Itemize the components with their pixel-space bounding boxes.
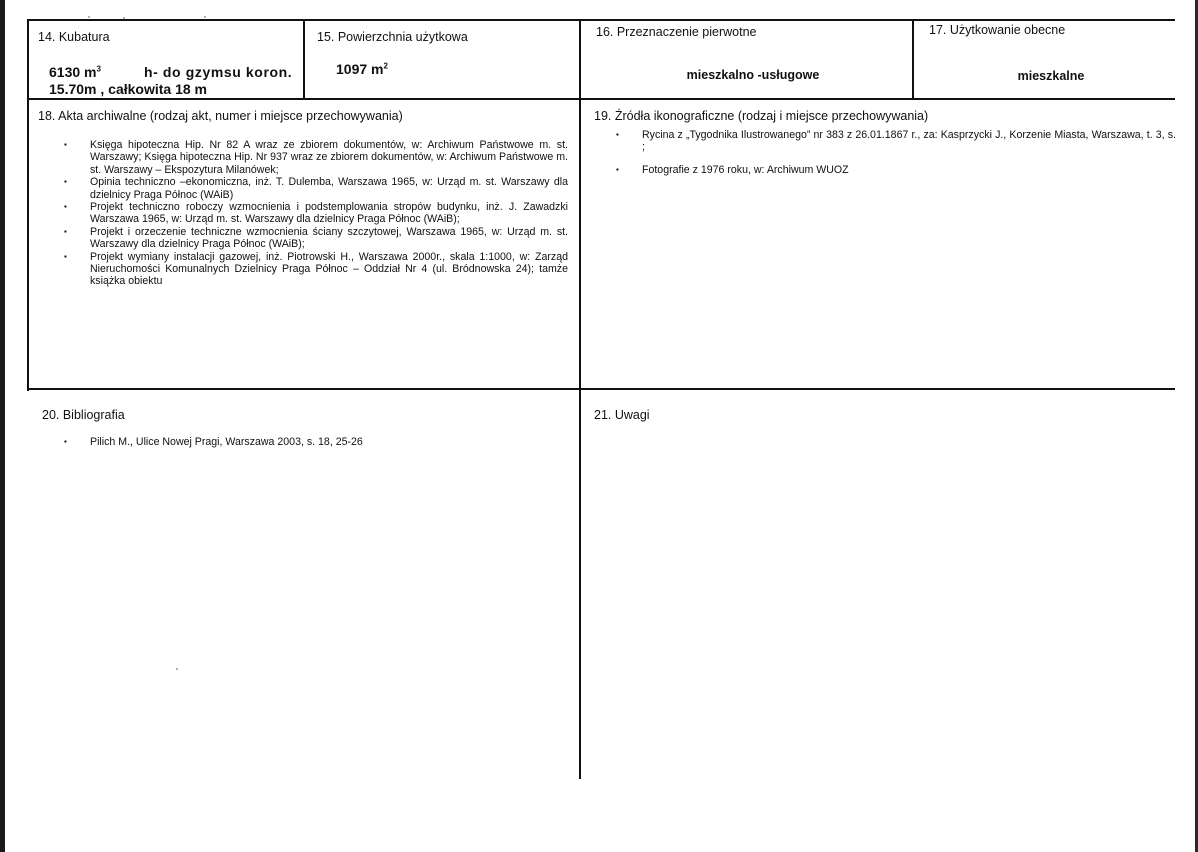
bullet-icon: ▪ [64, 226, 67, 236]
left-border [27, 19, 29, 391]
field-17-uzytkowanie [929, 23, 1173, 97]
field-16-value: mieszkalno -usługowe [686, 68, 820, 82]
field-14-value-line2: 15.70m , całkowita 18 m [49, 81, 207, 97]
field-20-bibliografia [42, 408, 572, 768]
field-16-przeznaczenie [596, 25, 910, 97]
field-15-powierzchnia [317, 30, 577, 98]
field-14-value-line1 [38, 64, 300, 81]
field-21-uwagi [594, 408, 1174, 768]
bullet-icon: ▪ [616, 164, 619, 174]
list-item: ▪ Projekt techniczno roboczy wzmocnienia i podstemplowania stropów budynku, inż. J. Zawadzki Warszawa 1965, w: Urząd m. st. Warszawy dla dzielnicy Praga Północ (WAiB); [64, 201, 568, 226]
field-19-label: 19. Źródła ikonograficzne (rodzaj i miejsce przechowywania) [594, 109, 929, 123]
col-divider-main [579, 19, 581, 779]
col-divider-14-15 [303, 19, 305, 100]
field-19-zrodla-ikonograficzne [594, 109, 1176, 384]
field-17-label: 17. Użytkowanie obecne [929, 23, 1066, 37]
field-14-label: 14. Kubatura [38, 30, 110, 44]
list-item: ▪ Księga hipoteczna Hip. Nr 82 A wraz ze zbiorem dokumentów, w: Archiwum Państwowe m. st. Warszawy; Księga hipoteczna Hip. Nr 937 wraz ze zbiorem dokumentów, w: Archiwum Państwowe m. st. Warszawy – Ekspozytura Milanówek; [64, 139, 568, 176]
list-item: ▪ Rycina z „Tygodnika Ilustrowanego” nr 383 z 26.01.1867 r., za: Kasprzycki J., Korzenie Miasta, Warszawa, t. 3, s. ; [616, 129, 1176, 154]
row-divider-2 [27, 388, 1175, 390]
col-divider-16-17 [912, 19, 914, 100]
list-item: ▪ Opinia techniczno –ekonomiczna, inż. T. Dulemba, Warszawa 1965, w: Urząd m. st. Warszawy dla dzielnicy Praga Północ (WAiB) [64, 176, 568, 201]
bullet-icon: ▪ [64, 437, 67, 446]
field-15-label: 15. Powierzchnia użytkowa [317, 30, 468, 44]
field-21-label: 21. Uwagi [594, 408, 650, 422]
bullet-icon: ▪ [616, 130, 619, 139]
field-14-height-note: h- do gzymsu koron. [144, 64, 293, 80]
bullet-icon: ▪ [64, 177, 67, 187]
row-divider-1 [27, 98, 1175, 100]
list-item: ▪ Pilich M., Ulice Nowej Pragi, Warszawa 2003, s. 18, 25-26 [64, 436, 363, 448]
field-18-list [62, 139, 568, 288]
field-14-volume: 6130 $m^3$ [49, 64, 101, 80]
field-20-label: 20. Bibliografia [42, 408, 125, 422]
bullet-icon: ▪ [64, 202, 67, 212]
field-18-akta-archiwalne [38, 109, 568, 384]
field-16-label: 16. Przeznaczenie pierwotne [596, 25, 757, 39]
field-19-list [614, 129, 1176, 176]
bullet-icon: ▪ [64, 251, 67, 261]
field-15-value: 1097 $m^2$ [336, 61, 388, 77]
field-17-value: mieszkalne [1017, 69, 1085, 83]
field-18-label: 18. Akta archiwalne (rodzaj akt, numer i miejsce przechowywania) [38, 109, 403, 123]
top-border [27, 19, 1175, 21]
list-item: ▪ Fotografie z 1976 roku, w: Archiwum WUOZ [616, 163, 849, 176]
scan-speck [204, 16, 206, 18]
list-item: ▪ Projekt i orzeczenie techniczne wzmocnienia ściany szczytowej, Warszawa 1965, w: Urząd m. st. Warszawy dla dzielnicy Praga Północ (WAiB); [64, 225, 568, 251]
field-14-kubatura [38, 30, 300, 98]
list-item: ▪ Projekt wymiany instalacji gazowej, inż. Piotrowski H., Warszawa 2000r., skala 1:1000, w: Zarząd Nieruchomości Komunalnych Dzielnicy Praga Północ – Oddział Nr 4 (ul. Bródnowska 24); tamże książka obiektu [64, 250, 568, 288]
bullet-icon: ▪ [64, 140, 67, 149]
field-20-list [62, 436, 572, 448]
scan-speck [88, 16, 90, 18]
